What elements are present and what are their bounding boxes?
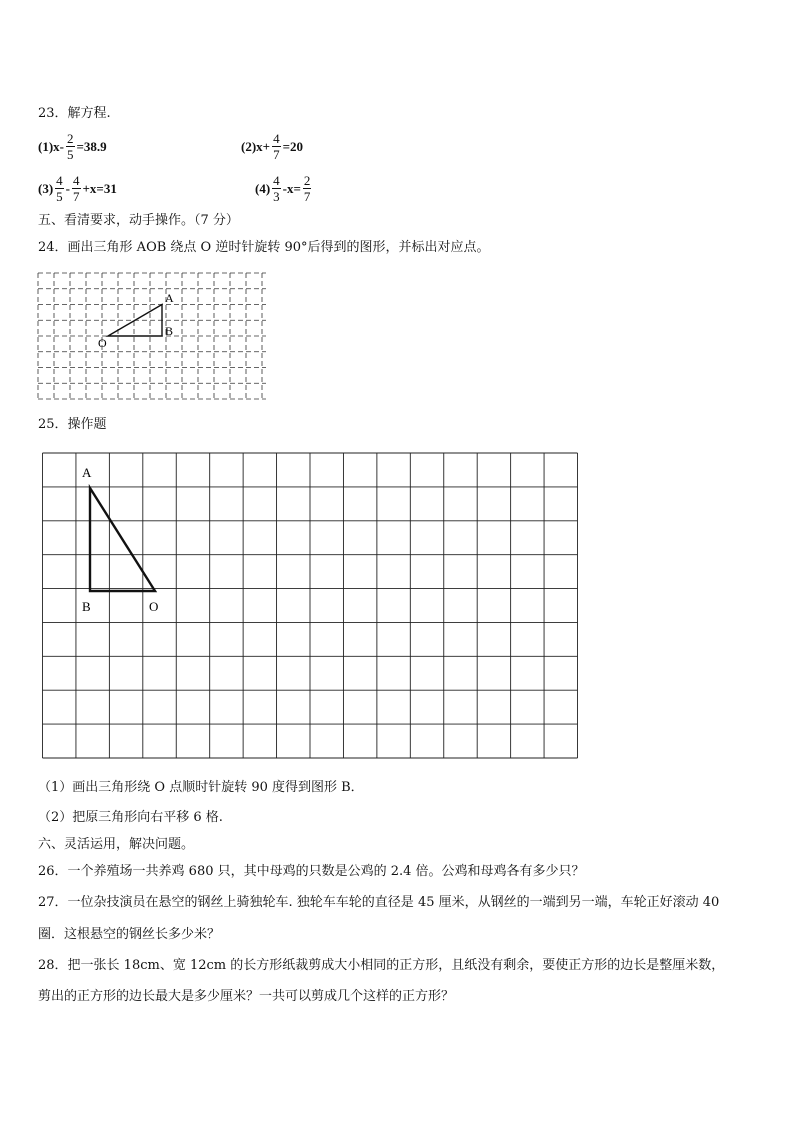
q25-sub2: （2）把原三角形向右平移 6 格.	[38, 810, 223, 825]
eq2-fraction	[272, 131, 281, 162]
fraction-denominator: 5	[56, 189, 63, 204]
fraction-denominator: 7	[73, 189, 80, 204]
eq2-suffix: =20	[282, 138, 303, 154]
fraction-numerator: 4	[273, 131, 280, 146]
label-b: B	[82, 599, 91, 614]
fraction-numerator: 4	[273, 173, 280, 188]
square-grid	[43, 453, 578, 758]
eq3-fraction-2	[72, 173, 81, 204]
q28-line2: 剪出的正方形的边长最大是多少厘米？一共可以剪成几个这样的正方形？	[38, 989, 455, 1004]
q24-grid-figure	[36, 271, 272, 401]
fraction-numerator: 4	[73, 173, 80, 188]
q27-line2: 圈．这根悬空的钢丝长多少米？	[38, 927, 221, 942]
equation-4	[255, 173, 313, 204]
eq3-suffix: +x=31	[82, 180, 117, 196]
q25-grid-figure	[40, 450, 580, 762]
label-a: A	[165, 291, 174, 305]
triangle-abo	[90, 488, 155, 591]
fraction-numerator: 2	[303, 173, 311, 188]
label-o: O	[149, 599, 159, 614]
eq1-suffix: =38.9	[76, 138, 107, 154]
section-5-heading: 五、看清要求，动手操作。（7 分）	[38, 213, 239, 228]
fraction-denominator: 5	[67, 147, 74, 162]
label-b: B	[165, 324, 174, 338]
q25-title: 25．操作题	[38, 417, 107, 432]
q26-text: 26．一个养殖场一共养鸡 680 只，其中母鸡的只数是公鸡的 2.4 倍。公鸡和母鸡各有多少只？	[38, 864, 585, 879]
eq1-fraction	[66, 131, 75, 162]
section-6-heading: 六、灵活运用，解决问题。	[38, 837, 195, 852]
fraction-denominator: 7	[303, 189, 311, 204]
eq2-prefix: (2)x+	[241, 138, 271, 154]
equation-2	[241, 131, 303, 162]
eq3-prefix: (3)	[38, 180, 54, 196]
fraction-numerator: 4	[56, 173, 63, 188]
eq4-operator: -x=	[282, 180, 301, 196]
label-o: O	[98, 336, 107, 350]
fraction-denominator: 3	[273, 189, 280, 204]
q28-line1: 28．把一张长 18cm、宽 12cm 的长方形纸裁剪成大小相同的正方形，且纸没有剩余，要使正方形的边长是整厘米数，	[38, 958, 725, 973]
equation-1	[38, 131, 107, 162]
eq4-prefix: (4)	[255, 180, 271, 196]
fraction-denominator: 7	[273, 147, 280, 162]
eq3-fraction-1	[55, 173, 64, 204]
eq4-fraction-1	[272, 173, 281, 204]
equation-3	[38, 173, 117, 204]
q24-text: 24．画出三角形 AOB 绕点 O 逆时针旋转 90°后得到的图形，并标出对应点。	[38, 240, 490, 255]
eq1-prefix: (1)x-	[38, 138, 64, 154]
q27-line1: 27．一位杂技演员在悬空的钢丝上骑独轮车. 独轮车车轮的直径是 45 厘米，从钢丝的一端到另一端，车轮正好滚动 40	[38, 895, 720, 910]
q25-sub1: （1）画出三角形绕 O 点顺时针旋转 90 度得到图形 B．	[38, 780, 364, 795]
label-a: A	[82, 465, 92, 480]
eq3-operator: -	[65, 180, 71, 196]
q23-title: 23．解方程.	[38, 106, 111, 121]
eq4-fraction-2	[303, 173, 312, 204]
fraction-numerator: 2	[67, 131, 74, 146]
